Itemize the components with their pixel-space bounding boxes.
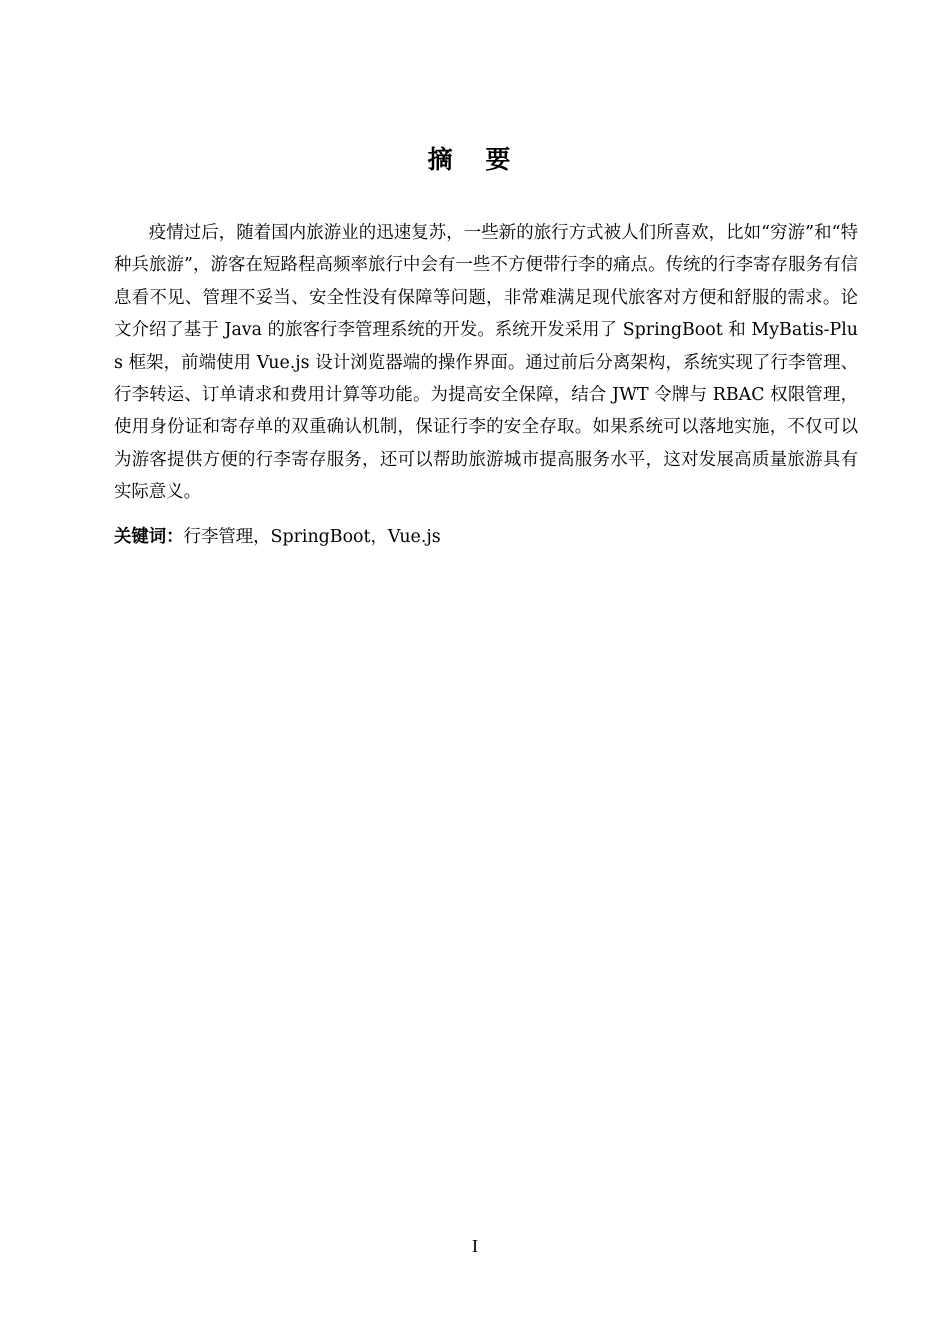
abstract-title: 摘 要 [427,145,523,174]
keywords-line [114,521,858,553]
abstract-body: 疫情过后，随着国内旅游业的迅速复苏，一些新的旅行方式被人们所喜欢，比如“穷游”和“特种兵旅游”，游客在短路程高频率旅行中会有一些不方便带行李的痛点。传统的行李寄存服务有信息看不见、管理不妥当、安全性没有保障等问题，非常难满足现代旅客对方便和舒服的需求。论文介绍了基于 Java 的旅客行李管理系统的开发。系统开发采用了 SpringBoot 和 MyBatis-Plus 框架，前端使用 Vue.js 设计浏览器端的操作界面。通过前后分离架构，系统实现了行李管理、行李转运、订单请求和费用计算等功能。为提高安全保障，结合 JWT 令牌与 RBAC 权限管理，使用身份证和寄存单的双重确认机制，保证行李的安全存取。如果系统可以落地实施，不仅可以为游客提供方便的行李寄存服务，还可以帮助旅游城市提高服务水平，这对发展高质量旅游具有实际意义。 [114,223,858,503]
keywords-text: 行李管理，SpringBoot，Vue.js [183,527,441,547]
keywords-label: 关键词： [114,527,184,547]
page-number: I [472,1236,478,1256]
